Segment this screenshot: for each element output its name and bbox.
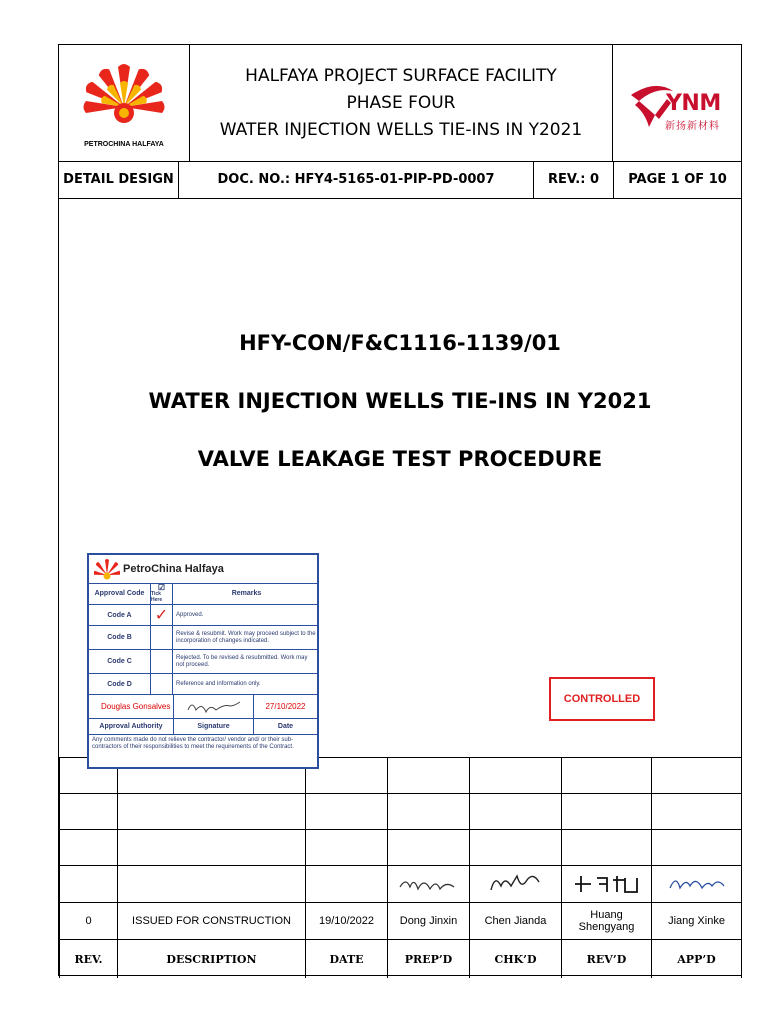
- document-info-row: [59, 161, 741, 199]
- date-cell: 19/10/2022: [306, 903, 388, 940]
- prepd-cell: Dong Jinxin: [388, 903, 470, 940]
- appd-cell: Jiang Xinke: [652, 903, 742, 940]
- header-title: [190, 63, 612, 144]
- document-number: DOC. NO.: HFY4-5165-01-PIP-PD-0007: [179, 161, 534, 198]
- table-row: [60, 830, 742, 866]
- rev-cell: 0: [60, 903, 118, 940]
- revision-table: [59, 757, 742, 978]
- checkbox-icon: ☑: [157, 582, 166, 592]
- petrochina-emblem-icon: [59, 45, 189, 141]
- header-title-line-2: PHASE FOUR: [346, 93, 456, 113]
- revd-header: REV’D: [562, 940, 652, 979]
- procedure-title: VALVE LEAKAGE TEST PROCEDURE: [197, 447, 603, 471]
- signature-drawing-icon: [394, 871, 464, 895]
- stamp-tick-empty: [151, 626, 173, 649]
- table-row: [60, 903, 742, 940]
- tick-mark-icon: ✓: [151, 605, 173, 625]
- ynm-logo: [612, 45, 741, 161]
- stamp-label-authority: Approval Authority: [89, 719, 174, 734]
- signature-drawing-icon: [569, 870, 645, 896]
- chkd-signature: [470, 866, 562, 903]
- revd-signature: [562, 866, 652, 903]
- stamp-label-signature: Signature: [174, 719, 254, 734]
- design-stage: DETAIL DESIGN: [59, 161, 179, 198]
- petrochina-logo: [59, 45, 190, 161]
- description-cell: ISSUED FOR CONSTRUCTION: [118, 903, 306, 940]
- stamp-signature: [174, 695, 254, 718]
- stamp-col-tick-label: Tick Here: [151, 590, 163, 603]
- stamp-code: Code A: [89, 605, 151, 625]
- stamp-row-code-b: [89, 626, 317, 650]
- header-title-line-3: WATER INJECTION WELLS TIE-INS IN Y2021: [219, 120, 583, 140]
- stamp-col-remarks: Remarks: [231, 590, 262, 597]
- stamp-signature-row: [89, 695, 317, 719]
- stamp-tick-empty: [151, 674, 173, 694]
- table-header-row: [60, 940, 742, 979]
- stamp-disclaimer: Any comments made do not relieve the contractor/ vendor and/ or their sub-contractors of their responsibilities to meet the requirements of the Contract.: [92, 737, 294, 750]
- appd-header: APP’D: [652, 940, 742, 979]
- stamp-remark: Rejected. To be revised & resubmitted. Work may not proceed.: [176, 654, 308, 668]
- stamp-code: Code D: [89, 674, 151, 694]
- document-code-title: HFY-CON/F&C1116-1139/01: [239, 331, 561, 355]
- document-page: [58, 44, 742, 976]
- stamp-remark: Reference and information only.: [176, 680, 261, 687]
- date-header: DATE: [306, 940, 388, 979]
- revision-number: REV.: 0: [534, 161, 614, 198]
- chkd-header: CHK’D: [470, 940, 562, 979]
- stamp-col-tick: [151, 583, 173, 604]
- signature-drawing-icon: [481, 870, 551, 896]
- subject-title: WATER INJECTION WELLS TIE-INS IN Y2021: [148, 389, 652, 413]
- page-number: PAGE 1 OF 10: [628, 172, 727, 187]
- chkd-cell: Chen Jianda: [470, 903, 562, 940]
- stamp-columns: [89, 583, 317, 605]
- signature-drawing-icon: [184, 698, 244, 716]
- stamp-header: [89, 555, 317, 584]
- petrochina-caption: PETROCHINA HALFAYA: [84, 141, 164, 148]
- document-header: [59, 45, 741, 162]
- rev-header: REV.: [60, 940, 118, 979]
- stamp-code: Code B: [89, 626, 151, 649]
- description-header: DESCRIPTION: [118, 940, 306, 979]
- header-title-line-1: HALFAYA PROJECT SURFACE FACILITY: [245, 66, 557, 86]
- signature-drawing-icon: [662, 870, 732, 896]
- stamp-company: PetroChina Halfaya: [123, 563, 224, 575]
- ynm-logo-text: YNM: [666, 91, 721, 116]
- stamp-remark: Approved.: [176, 611, 204, 618]
- stamp-code: Code C: [89, 650, 151, 673]
- stamp-approval-date: 27/10/2022: [265, 702, 306, 711]
- stamp-tick-empty: [151, 650, 173, 673]
- appd-signature: [652, 866, 742, 903]
- petrochina-emblem-icon: [94, 558, 120, 580]
- approval-stamp: [87, 553, 319, 769]
- stamp-row-code-d: [89, 674, 317, 695]
- stamp-label-date: Date: [277, 723, 294, 730]
- signature-row: [60, 866, 742, 903]
- stamp-row-code-a: [89, 605, 317, 626]
- table-row: [60, 794, 742, 830]
- stamp-footer-labels: [89, 719, 317, 735]
- prepd-header: PREP’D: [388, 940, 470, 979]
- stamp-row-code-c: [89, 650, 317, 674]
- stamp-col-code: Approval Code: [89, 583, 151, 604]
- stamp-remark: Revise & resubmit. Work may proceed subject to the incorporation of changes indicated.: [176, 630, 316, 644]
- prepd-signature: [388, 866, 470, 903]
- controlled-stamp: CONTROLLED: [549, 677, 655, 721]
- revd-cell: Huang Shengyang: [562, 903, 652, 940]
- ynm-logo-chinese: 新扬新材料: [665, 121, 720, 132]
- stamp-approver-name: Douglas Gonsalves: [89, 695, 174, 718]
